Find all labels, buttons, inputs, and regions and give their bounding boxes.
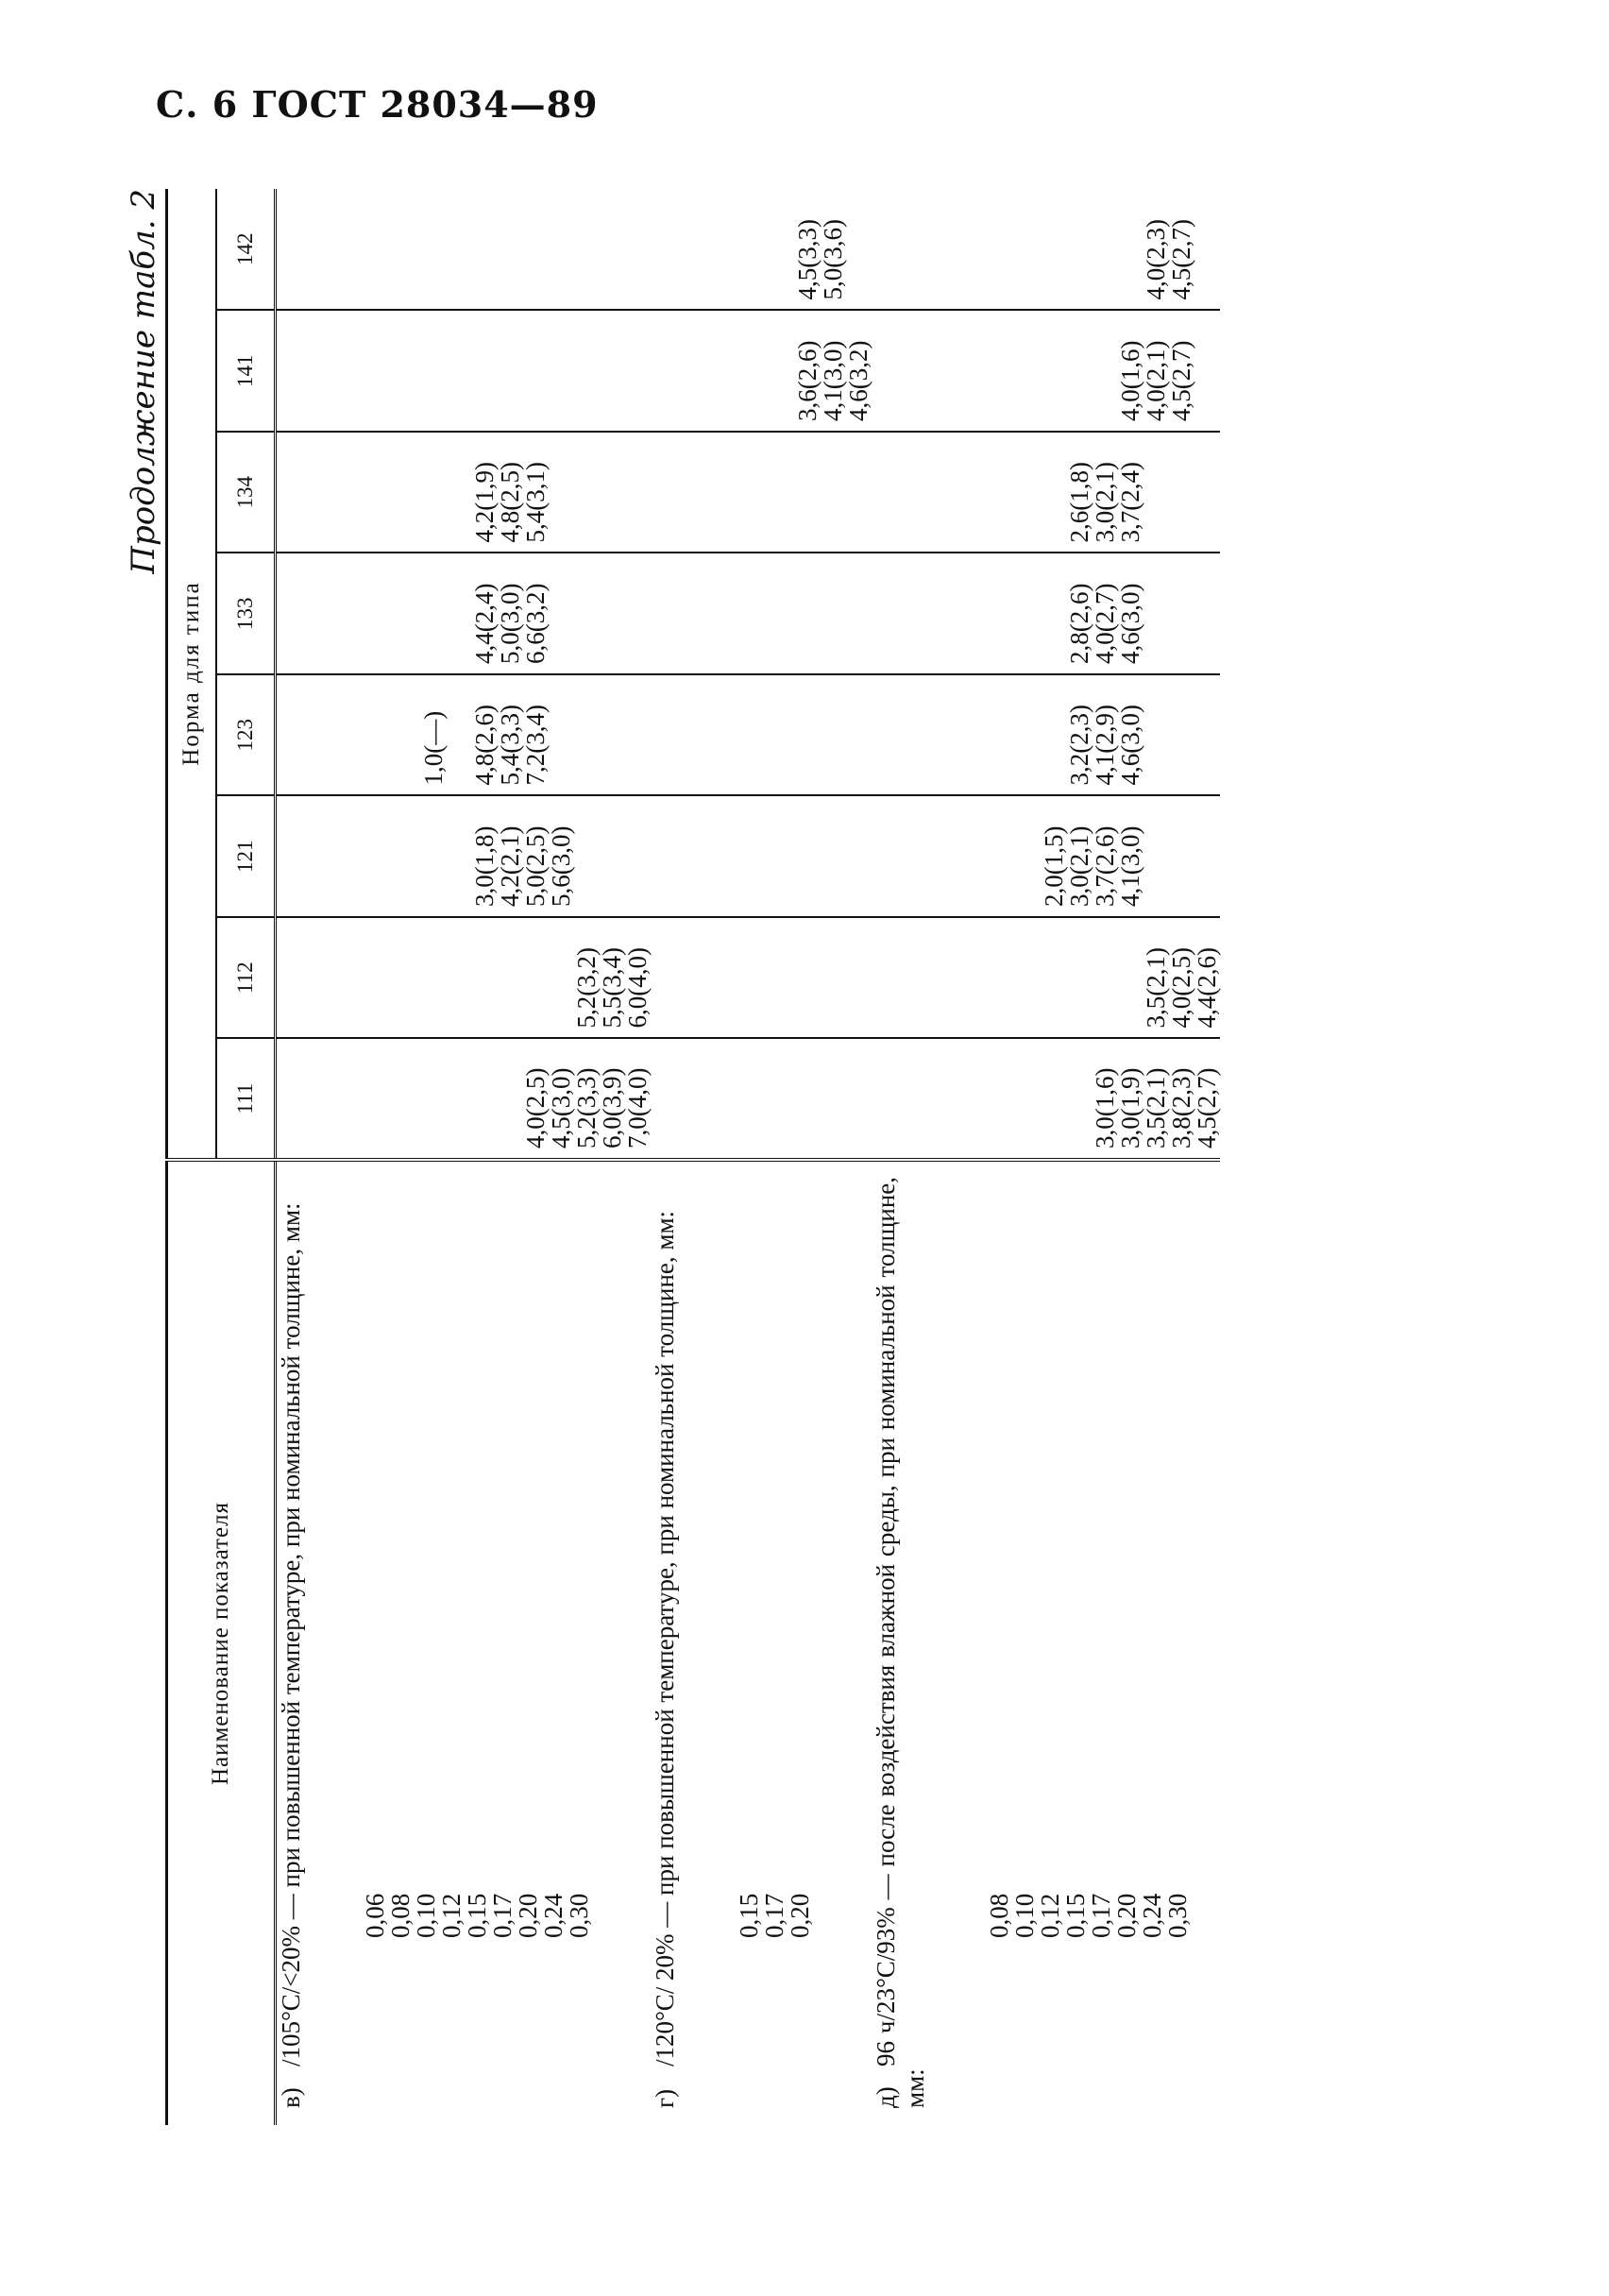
norm-value [625, 442, 651, 543]
norm-value [600, 198, 625, 300]
norm-value [1016, 1049, 1042, 1149]
norm-value [846, 807, 872, 908]
norm-value [1143, 685, 1169, 786]
norm-value: 4,1(3,0) [819, 340, 847, 421]
norm-value [421, 807, 447, 908]
norm-value [1016, 927, 1042, 1029]
type-header-111: 111 [216, 1039, 276, 1161]
norm-value [600, 685, 625, 786]
thickness-value: 0,12 [1036, 1893, 1064, 1938]
thickness-value: 0,08 [386, 1893, 415, 1938]
section-name-cell [276, 1160, 652, 2125]
norm-value: 4,0(2,1) [1142, 340, 1170, 421]
norm-value [1092, 927, 1118, 1029]
norm-value [821, 564, 846, 665]
section-label-text: /105°С/<20% — при повышенной температуре, при номинальной толщине, мм: [277, 1202, 305, 2066]
norm-value [846, 685, 872, 786]
norm-value: 3,2(2,3) [1065, 705, 1093, 786]
norm-value [549, 442, 574, 543]
norm-value: 4,0(2,3) [1142, 219, 1170, 300]
norm-value: 5,6(3,0) [547, 825, 575, 907]
norm-value [1194, 198, 1220, 300]
norm-value: 4,8(2,6) [470, 705, 499, 786]
norm-value [1067, 1049, 1092, 1149]
norm-value [421, 321, 447, 422]
value-cell-134 [651, 432, 872, 553]
norm-value [1118, 198, 1143, 300]
section-letter: г) [651, 2088, 679, 2108]
norm-value [498, 198, 523, 300]
thickness-value: 0,15 [463, 1893, 491, 1938]
norm-value: 5,0(3,0) [496, 583, 524, 664]
value-cell-121 [276, 796, 652, 918]
page-header: С. 6 ГОСТ 28034—89 [156, 83, 599, 126]
norm-value [574, 564, 600, 665]
section-label [277, 1177, 306, 2108]
norms-table [165, 189, 1220, 2125]
norm-value [421, 1049, 447, 1149]
norm-value [1194, 807, 1220, 908]
value-cell-133 [872, 553, 1220, 675]
norm-value [625, 321, 651, 422]
norm-value [447, 442, 472, 543]
norm-value [1169, 807, 1194, 908]
norm-value: 7,2(3,4) [521, 705, 550, 786]
norm-value [523, 927, 549, 1029]
thickness-value: 0,12 [437, 1893, 466, 1938]
type-header-142: 142 [216, 189, 276, 311]
norm-value [574, 321, 600, 422]
norm-value [625, 198, 651, 300]
thickness-value: 0,20 [786, 1893, 814, 1938]
thickness-value: 0,30 [565, 1893, 593, 1938]
norm-value [447, 198, 472, 300]
thickness-value: 0,24 [1138, 1893, 1166, 1938]
thickness-value: 0,08 [985, 1893, 1013, 1938]
value-cell-134 [276, 432, 652, 553]
thickness-value: 0,10 [412, 1893, 440, 1938]
table-body [276, 189, 1221, 2125]
norm-value [821, 807, 846, 908]
norm-value: 4,5(2,7) [1167, 219, 1195, 300]
thickness-value: 0,17 [760, 1893, 788, 1938]
norm-value: 5,2(3,2) [572, 947, 601, 1029]
value-cell-112 [651, 917, 872, 1039]
value-cell-133 [276, 553, 652, 675]
norm-value [1042, 685, 1067, 786]
norm-value [1042, 321, 1067, 422]
value-cell-123 [276, 674, 652, 796]
norm-value: 6,6(3,2) [521, 583, 550, 664]
norm-value [795, 807, 821, 908]
norm-value [846, 1049, 872, 1149]
norm-value [821, 442, 846, 543]
rotated-table-area [125, 189, 1393, 2125]
value-cell-142 [276, 189, 652, 311]
type-header-134: 134 [216, 432, 276, 553]
norm-value [447, 564, 472, 665]
norm-value [472, 927, 498, 1029]
thickness-value: 0,20 [514, 1893, 542, 1938]
norm-value: 5,0(3,6) [819, 219, 847, 300]
norm-value [795, 442, 821, 543]
norm-value [574, 807, 600, 908]
table-row [651, 189, 872, 2125]
thickness-value: 0,10 [1010, 1893, 1039, 1938]
value-cell-133 [651, 553, 872, 675]
value-cell-111 [276, 1039, 652, 1161]
norm-value: 5,0(2,5) [521, 825, 550, 907]
norm-value [498, 1049, 523, 1149]
norm-value: 2,0(1,5) [1040, 825, 1068, 907]
norm-value [447, 685, 472, 786]
section-label-text: /120°С/ 20% — при повышенной температуре, при номинальной толщине, мм: [651, 1210, 679, 2066]
value-cell-141 [872, 311, 1220, 433]
norm-value [625, 564, 651, 665]
norm-value: 2,6(1,8) [1065, 462, 1093, 543]
norm-value [421, 564, 447, 665]
norm-value [574, 198, 600, 300]
norm-value: 4,1(2,9) [1091, 705, 1119, 786]
norm-value [795, 685, 821, 786]
norm-value: 4,5(2,7) [1193, 1067, 1221, 1148]
norm-value [523, 198, 549, 300]
name-column-header: Наименование показателя [167, 1160, 276, 2125]
norm-value: 6,0(3,9) [598, 1067, 626, 1148]
value-cell-142 [872, 189, 1220, 311]
norm-value: 4,6(3,2) [844, 340, 872, 421]
norm-value [549, 321, 574, 422]
norm-value [549, 927, 574, 1029]
norm-value [1042, 927, 1067, 1029]
norm-header: Норма для типа [167, 189, 217, 1160]
norm-value [625, 685, 651, 786]
norm-value [549, 564, 574, 665]
norm-value: 4,5(2,7) [1167, 340, 1195, 421]
norm-value [600, 564, 625, 665]
norm-value [549, 198, 574, 300]
norm-value [1169, 564, 1194, 665]
norm-value [1067, 927, 1092, 1029]
norm-value [421, 927, 447, 1029]
norm-value: 3,7(2,4) [1116, 462, 1144, 543]
value-cell-121 [872, 796, 1220, 918]
norm-value: 5,5(3,4) [598, 947, 626, 1029]
norm-value [472, 198, 498, 300]
norm-value: 4,0(1,6) [1116, 340, 1144, 421]
norm-value [846, 927, 872, 1029]
table-row [276, 189, 652, 2125]
norm-value [447, 927, 472, 1029]
norm-value [1067, 321, 1092, 422]
norm-value [574, 442, 600, 543]
norm-value [795, 564, 821, 665]
norm-value: 2,8(2,6) [1065, 583, 1093, 664]
norm-value [1016, 807, 1042, 908]
norm-value [421, 198, 447, 300]
type-header-133: 133 [216, 553, 276, 675]
norm-value: 4,6(3,0) [1116, 583, 1144, 664]
norm-value [821, 1049, 846, 1149]
value-cell-123 [872, 674, 1220, 796]
norm-value [1143, 564, 1169, 665]
norm-value [600, 807, 625, 908]
norm-value [821, 927, 846, 1029]
value-cell-111 [872, 1039, 1220, 1161]
value-cell-142 [651, 189, 872, 311]
norm-value: 3,0(2,1) [1065, 825, 1093, 907]
value-cell-112 [276, 917, 652, 1039]
norm-value [1016, 321, 1042, 422]
table-row [872, 189, 1220, 2125]
section-label-text: 96 ч/23°С/93% — после воздействия влажной среды, при номинальной толщине, мм: [872, 1177, 929, 2108]
norm-value [821, 685, 846, 786]
norm-value [1143, 807, 1169, 908]
value-cell-112 [872, 917, 1220, 1039]
thickness-value: 0,17 [488, 1893, 517, 1938]
norm-value [846, 442, 872, 543]
norm-value [1016, 442, 1042, 543]
thickness-value: 0,15 [1061, 1893, 1090, 1938]
thickness-value: 0,15 [735, 1893, 763, 1938]
norm-value [1016, 564, 1042, 665]
norm-value [1042, 1049, 1067, 1149]
norm-value [1169, 442, 1194, 543]
norm-value: 3,0(1,9) [1116, 1067, 1144, 1148]
norm-value [472, 321, 498, 422]
value-cell-141 [276, 311, 652, 433]
norm-value: 4,0(2,7) [1091, 583, 1119, 664]
norm-value: 4,1(3,0) [1116, 825, 1144, 907]
norm-value: 4,8(2,5) [496, 462, 524, 543]
type-header-141: 141 [216, 311, 276, 433]
norm-value: 1,0(—) [419, 710, 448, 786]
norm-value: 3,8(2,3) [1167, 1067, 1195, 1148]
norm-value: 5,4(3,3) [496, 705, 524, 786]
norm-value: 5,4(3,1) [521, 462, 550, 543]
norm-value: 4,0(2,5) [1167, 947, 1195, 1029]
norm-value [1067, 198, 1092, 300]
thickness-value: 0,30 [1163, 1893, 1192, 1938]
norm-value: 3,0(2,1) [1091, 462, 1119, 543]
norm-value [1169, 685, 1194, 786]
norm-value: 6,0(4,0) [623, 947, 652, 1029]
thickness-value: 0,20 [1112, 1893, 1141, 1938]
section-letter: д) [872, 2086, 900, 2108]
norm-value: 3,5(2,1) [1142, 947, 1170, 1029]
norm-value [1194, 564, 1220, 665]
norm-value: 3,0(1,8) [470, 825, 499, 907]
norm-value [1092, 321, 1118, 422]
norm-value [600, 321, 625, 422]
norm-value [549, 685, 574, 786]
norm-value [447, 807, 472, 908]
norm-value: 4,6(3,0) [1116, 705, 1144, 786]
section-label [651, 1177, 680, 2108]
section-letter: в) [277, 2087, 305, 2108]
norm-value: 7,0(4,0) [623, 1067, 652, 1148]
norm-value: 5,2(3,3) [572, 1067, 601, 1148]
section-label [872, 1177, 930, 2108]
norm-value [447, 321, 472, 422]
norm-value [472, 1049, 498, 1149]
norm-value: 4,2(2,1) [496, 825, 524, 907]
norm-value: 4,5(3,3) [793, 219, 821, 300]
norm-value [421, 442, 447, 543]
norm-value: 4,0(2,5) [521, 1067, 550, 1148]
norm-value [1194, 321, 1220, 422]
section-name-cell [651, 1160, 872, 2125]
norm-value: 4,2(1,9) [470, 462, 499, 543]
norm-value: 3,5(2,1) [1142, 1067, 1170, 1148]
type-header-123: 123 [216, 674, 276, 796]
norm-value: 3,7(2,6) [1091, 825, 1119, 907]
thickness-value: 0,24 [539, 1893, 567, 1938]
value-cell-123 [651, 674, 872, 796]
norm-value: 3,6(2,6) [793, 340, 821, 421]
norm-value [498, 321, 523, 422]
table-caption: Продолжение табл. 2 [125, 189, 162, 574]
norm-value [1092, 198, 1118, 300]
norm-value: 3,0(1,6) [1091, 1067, 1119, 1148]
norm-value [1042, 198, 1067, 300]
type-header-112: 112 [216, 917, 276, 1039]
norm-value [846, 198, 872, 300]
norm-value [1118, 927, 1143, 1029]
norm-value: 4,4(2,6) [1193, 947, 1221, 1029]
norm-value [498, 927, 523, 1029]
type-header-121: 121 [216, 796, 276, 918]
norm-value [600, 442, 625, 543]
norm-value [1194, 685, 1220, 786]
value-cell-134 [872, 432, 1220, 553]
value-cell-141 [651, 311, 872, 433]
norm-value [1042, 442, 1067, 543]
section-name-cell [872, 1160, 1220, 2125]
thickness-value: 0,17 [1087, 1893, 1115, 1938]
norm-value [1016, 685, 1042, 786]
norm-value: 4,5(3,0) [547, 1067, 575, 1148]
norm-value [1016, 198, 1042, 300]
norm-value [846, 564, 872, 665]
norm-value [1194, 442, 1220, 543]
norm-value [795, 1049, 821, 1149]
thickness-value: 0,06 [361, 1893, 389, 1938]
value-cell-111 [651, 1039, 872, 1161]
norm-value [447, 1049, 472, 1149]
norm-value: 4,4(2,4) [470, 583, 499, 664]
norm-value [1143, 442, 1169, 543]
norm-value [795, 927, 821, 1029]
norm-value [625, 807, 651, 908]
norm-value [1042, 564, 1067, 665]
norm-value [523, 321, 549, 422]
norm-value [574, 685, 600, 786]
value-cell-121 [651, 796, 872, 918]
